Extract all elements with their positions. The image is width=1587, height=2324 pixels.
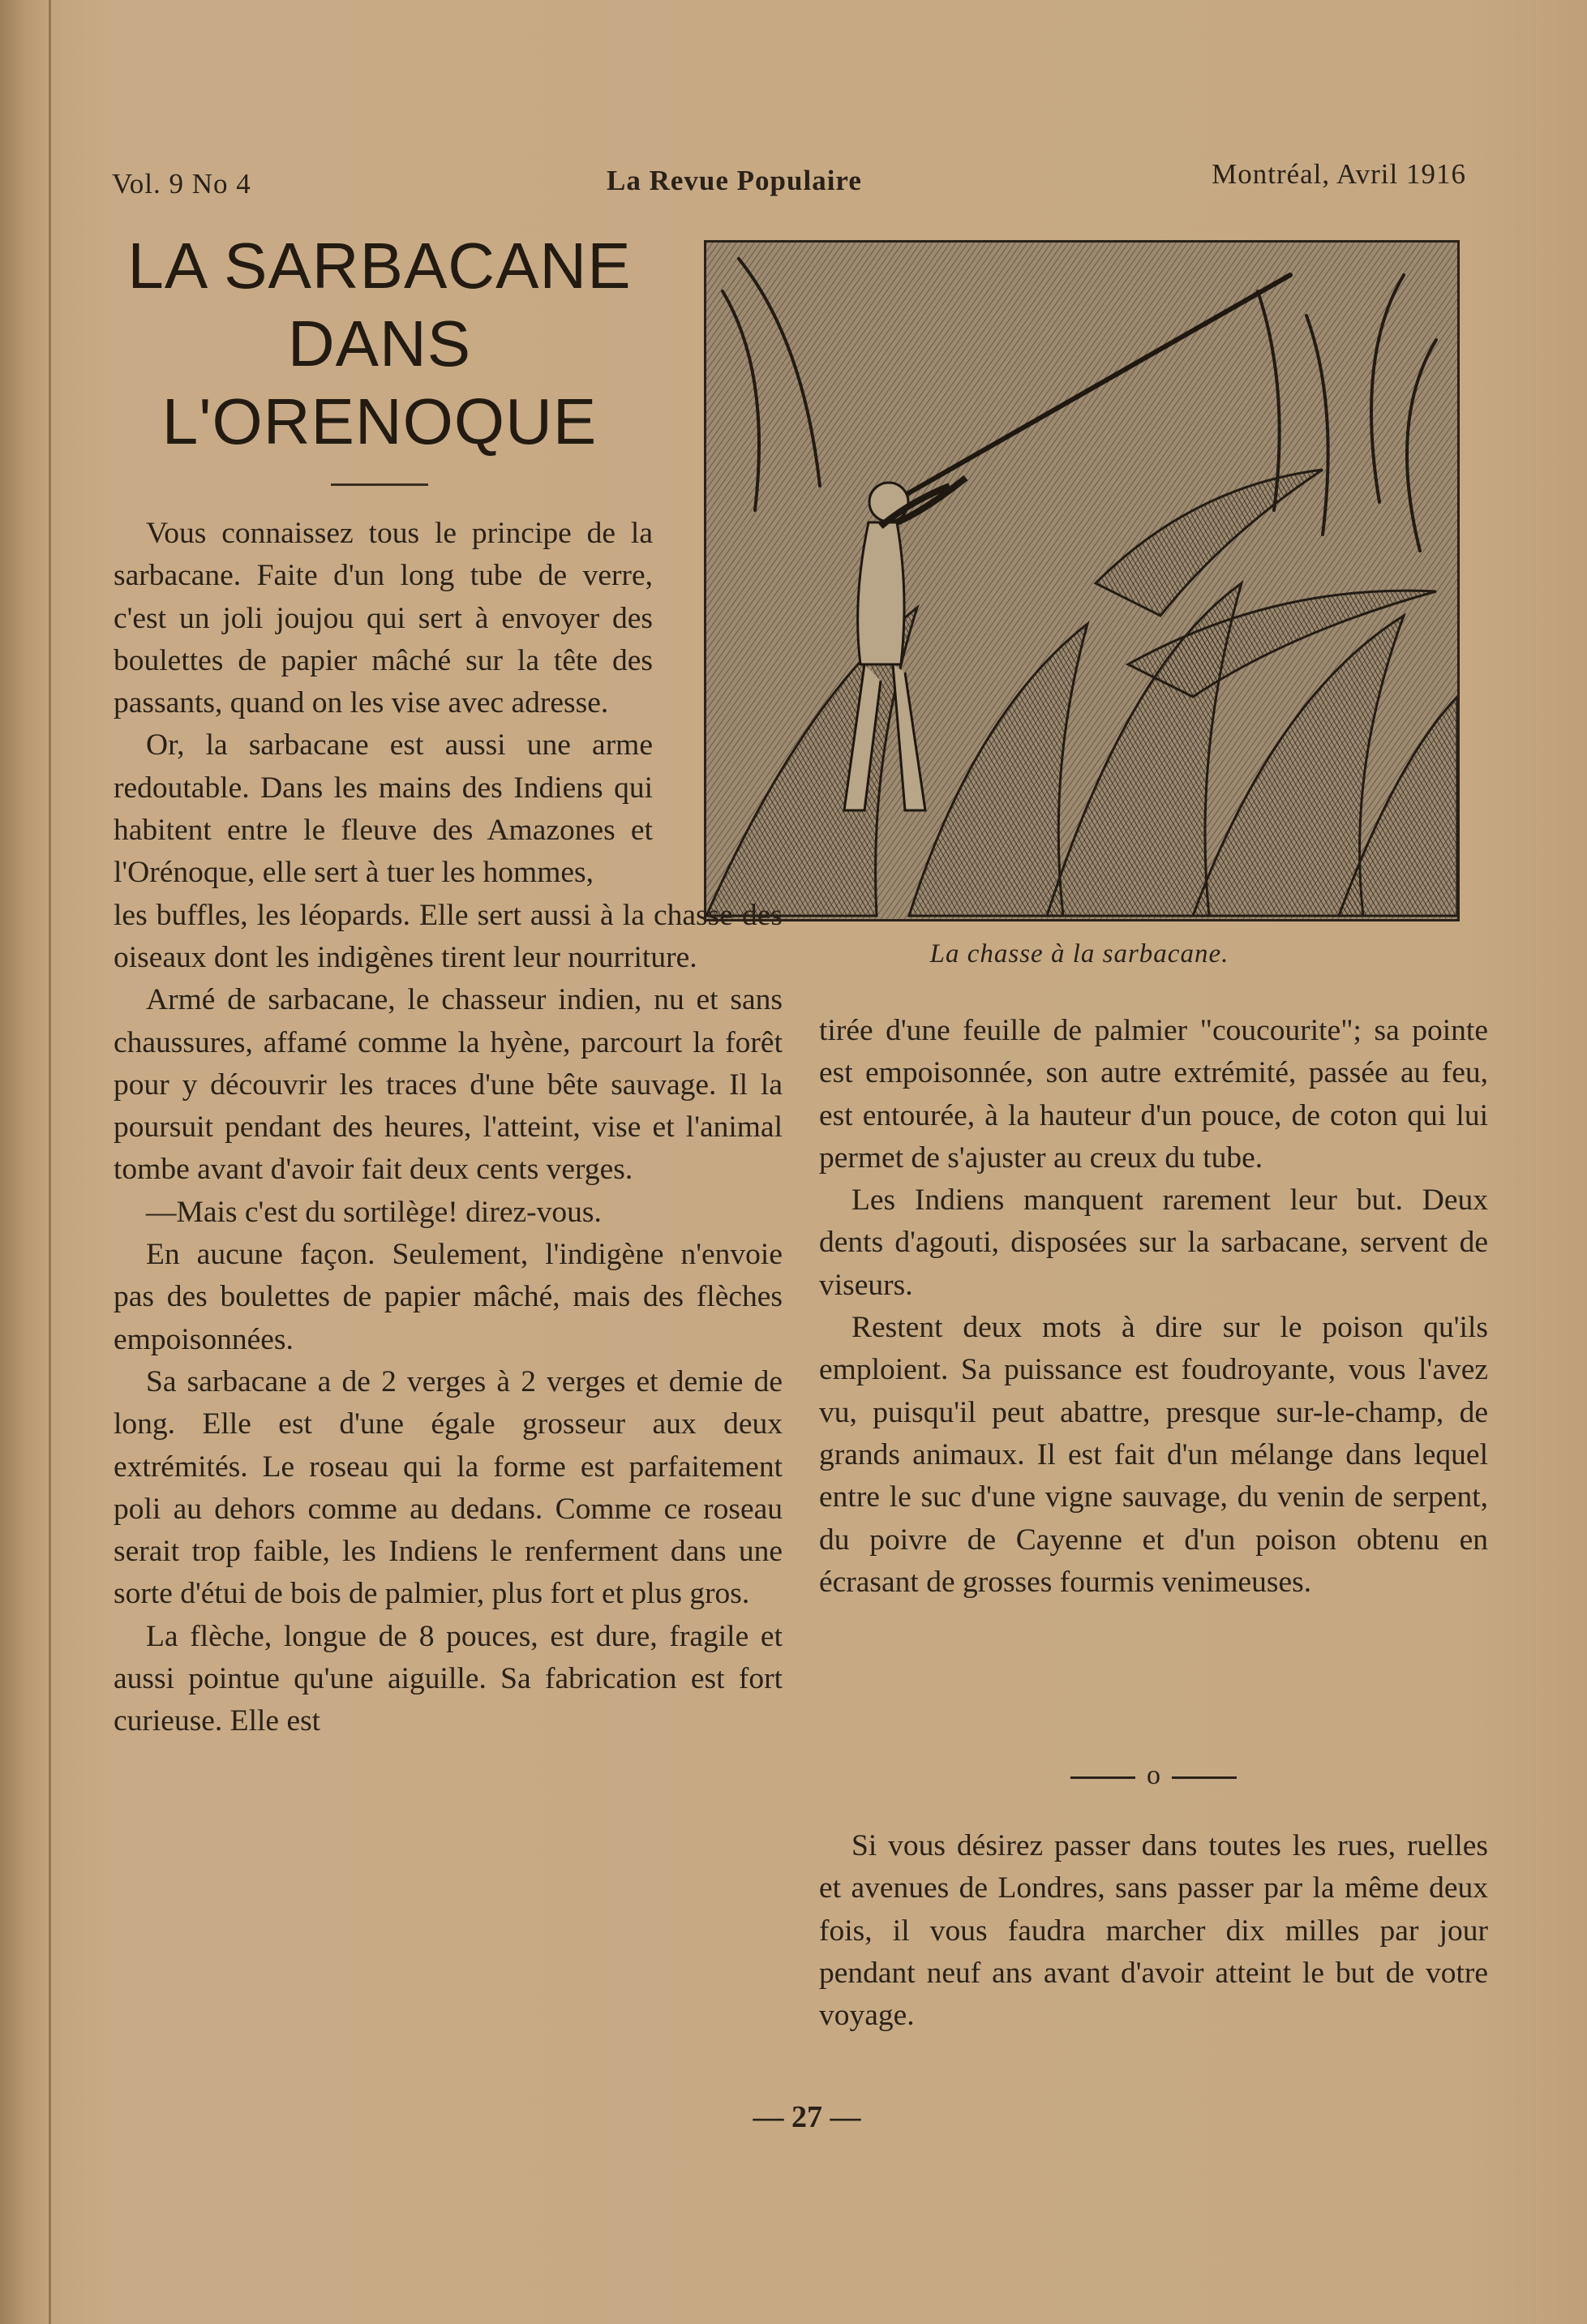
- paragraph: tirée d'une feuille de palmier "coucourite"; sa pointe est empoisonnée, son autre extrémité, passée au feu, est entourée, à la hauteur d'un pouce, de coton qui lui permet de s'ajuster au creux du tube.: [819, 1014, 1488, 1175]
- header-publication: La Revue Populaire: [607, 165, 862, 196]
- filler-item: [819, 1825, 1488, 2037]
- header-date: Montréal, Avril 1916: [1212, 158, 1466, 190]
- paragraph: Les Indiens manquent rarement leur but. Deux dents d'agouti, disposées sur la sarbacane, servent de viseurs.: [819, 1183, 1488, 1302]
- paragraph: En aucune façon. Seulement, l'indigène n'envoie pas des boulettes de papier mâché, mais des flèches empoisonnées.: [114, 1238, 783, 1356]
- article-column-left: [114, 513, 783, 1743]
- paragraph: La flèche, longue de 8 pouces, est dure, fragile et aussi pointue qu'une aiguille. Sa fabrication est fort curieuse. Elle est: [114, 1619, 783, 1738]
- title-line-2: DANS: [287, 307, 472, 380]
- page-number: — 27 —: [753, 2100, 861, 2134]
- paragraph: Restent deux mots à dire sur le poison qu'ils emploient. Sa puissance est foudroyante, vous l'avez vu, puisqu'il peut abattre, presque sur-le-champ, de grands animaux. Il est fait d'un mélange dans lequel entre le suc d'une vigne sauvage, du venin de serpent, du poivre de Cayenne et d'un poison obtenu en écrasant de grosses fourmis venimeuses.: [819, 1311, 1488, 1599]
- article-column-right: [819, 1010, 1488, 1604]
- paragraph: Sa sarbacane a de 2 verges à 2 verges et demie de long. Elle est d'une égale grosseur aux deux extrémités. Le roseau qui la forme est parfaitement poli au dehors comme au dedans. Comme ce roseau serait trop faible, les Indiens le renferment dans une sorte d'étui de bois de palmier, plus fort et plus gros.: [114, 1364, 783, 1611]
- paragraph: Si vous désirez passer dans toutes les rues, ruelles et avenues de Londres, sans passer par la même deux fois, il vous faudra marcher dix milles par jour pendant neuf ans avant d'avoir atteint le but de votre voyage.: [819, 1829, 1488, 2033]
- separator-dash: [1070, 1776, 1135, 1779]
- title-divider: [331, 483, 428, 486]
- paragraph: les buffles, les léopards. Elle sert aussi à la chasse des oiseaux dont les indigènes tirent leur nourriture.: [114, 898, 783, 974]
- title-line-1: LA SARBACANE: [127, 230, 632, 302]
- title-line-3: L'ORENOQUE: [161, 385, 598, 457]
- article-title: [112, 227, 647, 486]
- paragraph: Vous connaissez tous le principe de la sarbacane. Faite d'un long tube de verre, c'est un joli joujou qui sert à envoyer des boulettes de papier mâché sur la tête des passants, quand on les vise avec adresse.: [114, 517, 653, 720]
- paragraph: Armé de sarbacane, le chasseur indien, nu et sans chaussures, affamé comme la hyène, parcourt la forêt pour y découvrir les traces d'une bête sauvage. Il la poursuit pendant des heures, l'atteint, vise et l'animal tombe avant d'avoir fait deux cents verges.: [114, 983, 783, 1187]
- separator-mark: o: [1147, 1760, 1160, 1790]
- hunter-illustration-image: [704, 240, 1460, 921]
- paragraph: Or, la sarbacane est aussi une arme redoutable. Dans les mains des Indiens qui habitent entre le fleuve des Amazones et l'Orénoque, elle sert à tuer les hommes,: [114, 728, 653, 890]
- separator-dash: [1172, 1776, 1237, 1779]
- section-separator: [819, 1760, 1488, 1791]
- paragraph: —Mais c'est du sortilège! direz-vous.: [146, 1195, 602, 1229]
- binding-edge-line: [49, 0, 51, 2324]
- running-header: [112, 158, 1466, 207]
- article-column-left-narrow: [114, 513, 653, 895]
- figure-caption: La chasse à la sarbacane.: [929, 939, 1229, 969]
- header-volume: Vol. 9 No 4: [112, 168, 251, 200]
- hunter-with-blowgun-icon: [706, 243, 1457, 919]
